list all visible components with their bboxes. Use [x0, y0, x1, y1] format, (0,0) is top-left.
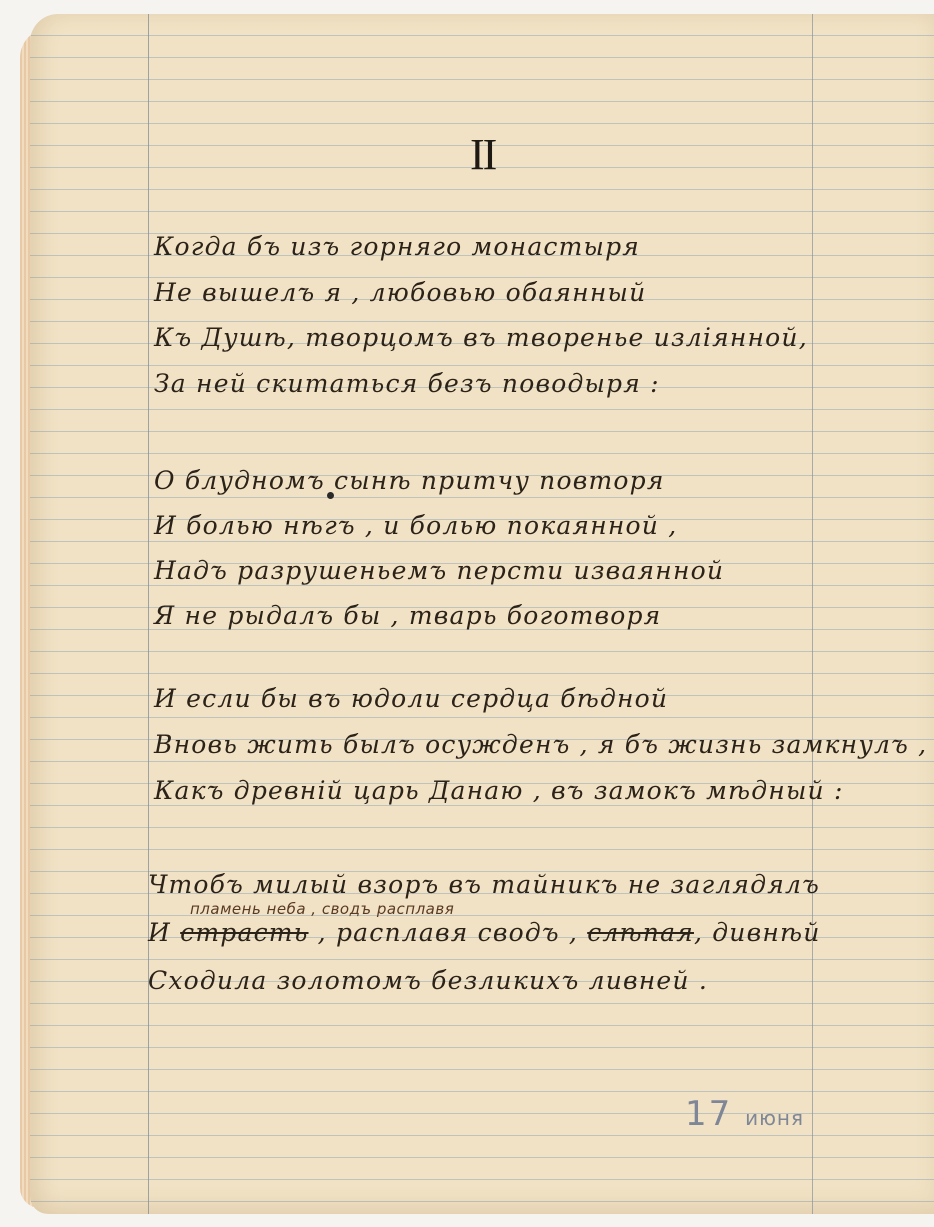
stanza3-line1: И если бы въ юдоли сердца бѣдной: [154, 684, 669, 713]
line2-middle: , расплавя сводъ ,: [317, 918, 579, 947]
stanza3-line2: Вновь жить былъ осужденъ , я бъ жизнь замкнулъ ,: [154, 730, 928, 759]
stanza2-line1: О блудномъ сынѣ притчу повторя: [154, 466, 665, 495]
date-day: 17: [685, 1094, 733, 1134]
notebook-page: [30, 14, 934, 1214]
line2-start: И: [148, 918, 172, 947]
stanza4-line3: Сходила золотомъ безликихъ ливней .: [148, 966, 709, 995]
stanza2-line3: Надъ разрушеньемъ персти изваянной: [154, 556, 725, 585]
stanza2-line4: Я не рыдалъ бы , тварь боготворя: [154, 601, 662, 630]
stanza2-line2: И болью нѣгъ , и болью покаянной ,: [154, 511, 678, 540]
stanza1-line1: Когда бъ изъ горняго монастыря: [154, 232, 641, 261]
pencil-date-note: [685, 1094, 804, 1134]
stanza4-line1: Чтобъ милый взоръ въ тайникъ не заглядялъ: [148, 870, 820, 899]
right-margin-line: [812, 14, 813, 1214]
poem-heading: II: [470, 130, 496, 179]
left-margin-line: [148, 14, 149, 1214]
line2-end: , дивнѣй: [693, 918, 821, 947]
stanza1-line2: Не вышелъ я , любовью обаянный: [154, 278, 647, 307]
stanza1-line4: За ней скитаться безъ поводыря :: [154, 369, 660, 398]
stanza1-line3: Къ Душѣ, творцомъ въ творенье изліянной,: [154, 323, 808, 352]
stanza4-line2: [148, 918, 821, 947]
date-month: июня: [745, 1106, 805, 1130]
handwritten-correction: пламень неба , сводъ расплавя: [190, 900, 455, 918]
struck-word-2: слѣпая: [587, 918, 694, 947]
stanza3-line3: Какъ древній царь Данаю , въ замокъ мѣдный :: [154, 776, 844, 805]
struck-word-1: страсть: [180, 918, 309, 947]
